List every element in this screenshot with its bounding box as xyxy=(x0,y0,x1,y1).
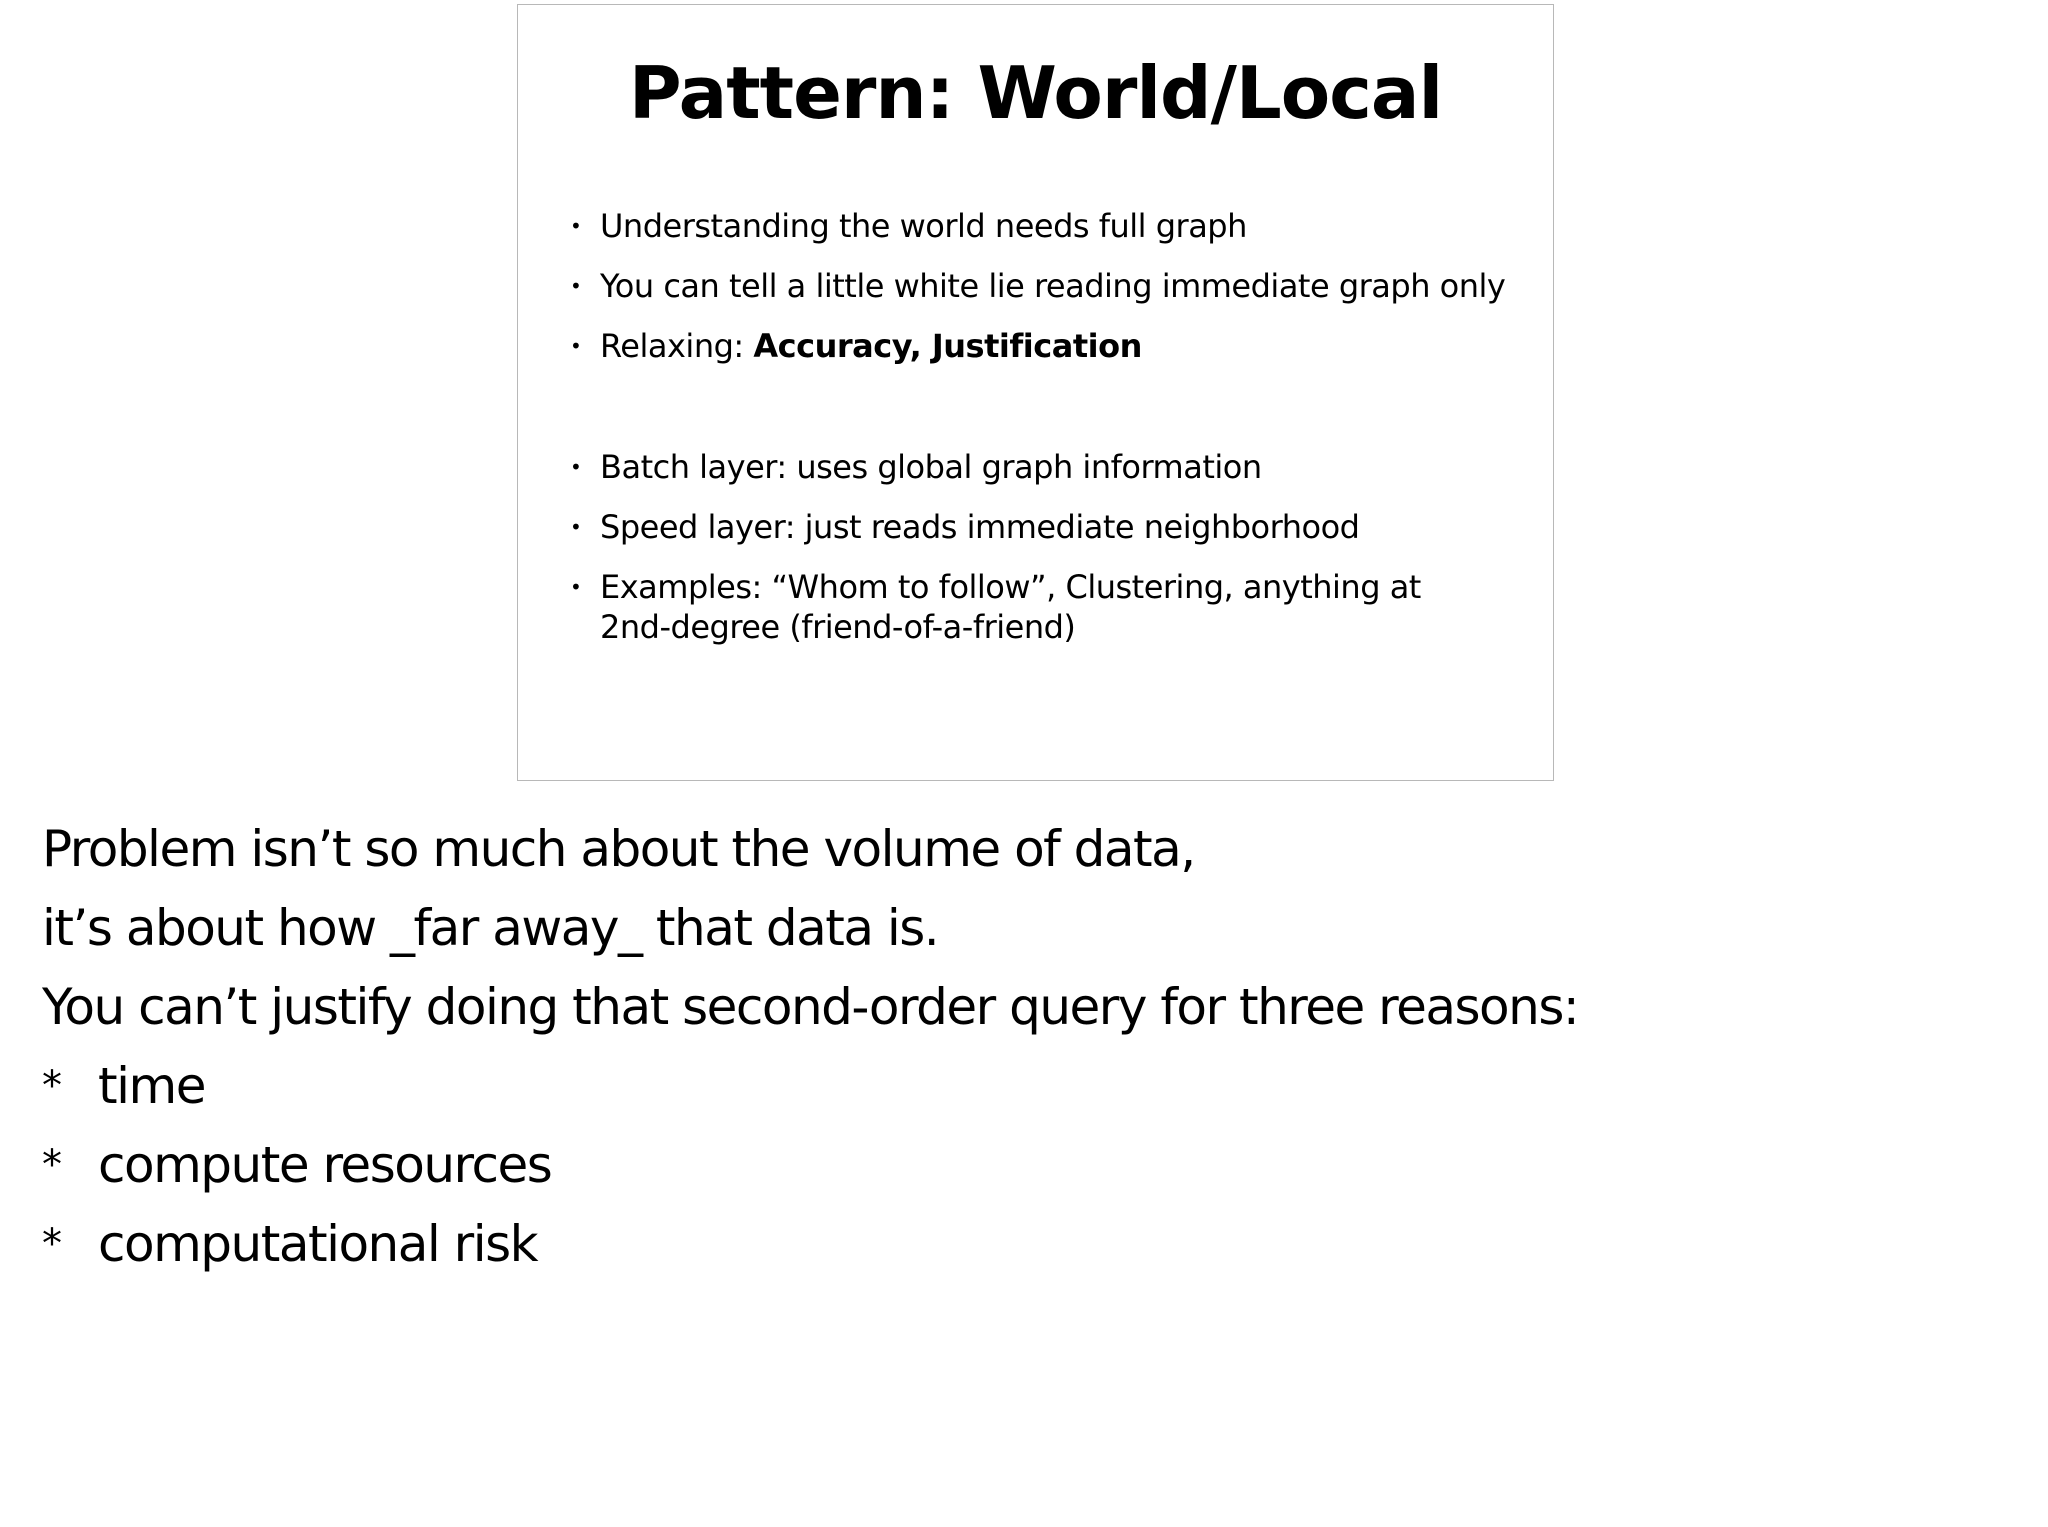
bullet-text: Batch layer: uses global graph information xyxy=(600,448,1262,486)
bullet-dot-icon: • xyxy=(570,214,582,238)
slide-bullet xyxy=(570,266,1506,306)
reason-item xyxy=(42,1047,2002,1126)
asterisk-icon: * xyxy=(42,1063,61,1109)
presenter-notes xyxy=(42,810,2002,1284)
reason-text: compute resources xyxy=(98,1136,552,1194)
slide-bullet xyxy=(570,206,1480,246)
asterisk-icon: * xyxy=(42,1142,61,1188)
reason-item xyxy=(42,1205,2002,1284)
bullet-text: Relaxing: xyxy=(600,327,754,365)
slide-bullet xyxy=(570,326,1480,366)
slide-thumbnail xyxy=(517,4,1554,781)
bullet-text: You can tell a little white lie reading immediate graph only xyxy=(600,267,1506,305)
bullet-dot-icon: • xyxy=(570,455,582,479)
asterisk-icon: * xyxy=(42,1221,61,1267)
bullet-bold-text: Accuracy, Justification xyxy=(753,327,1142,365)
slide-bullet-list xyxy=(518,5,1553,780)
bullet-text: Understanding the world needs full graph xyxy=(600,207,1247,245)
reason-text: time xyxy=(98,1057,205,1115)
bullet-dot-icon: • xyxy=(570,575,582,599)
notes-line: it’s about how _far away_ that data is. xyxy=(42,899,939,957)
notes-line: You can’t justify doing that second-order query for three reasons: xyxy=(42,978,1579,1036)
slide-bullet xyxy=(570,447,1480,487)
bullet-dot-icon: • xyxy=(570,515,582,539)
bullet-text: Examples: “Whom to follow”, Clustering, anything at 2nd-degree (friend-of-a-friend) xyxy=(600,568,1421,646)
bullet-dot-icon: • xyxy=(570,334,582,358)
slide-title: Pattern: World/Local xyxy=(628,51,1443,135)
bullet-text: Speed layer: just reads immediate neighborhood xyxy=(600,508,1360,546)
slide-bullet xyxy=(570,507,1480,547)
reason-item xyxy=(42,1126,2002,1205)
notes-line: Problem isn’t so much about the volume of data, xyxy=(42,820,1195,878)
slide-bullet xyxy=(570,567,1480,647)
reason-text: computational risk xyxy=(98,1215,538,1273)
bullet-dot-icon: • xyxy=(570,274,582,298)
